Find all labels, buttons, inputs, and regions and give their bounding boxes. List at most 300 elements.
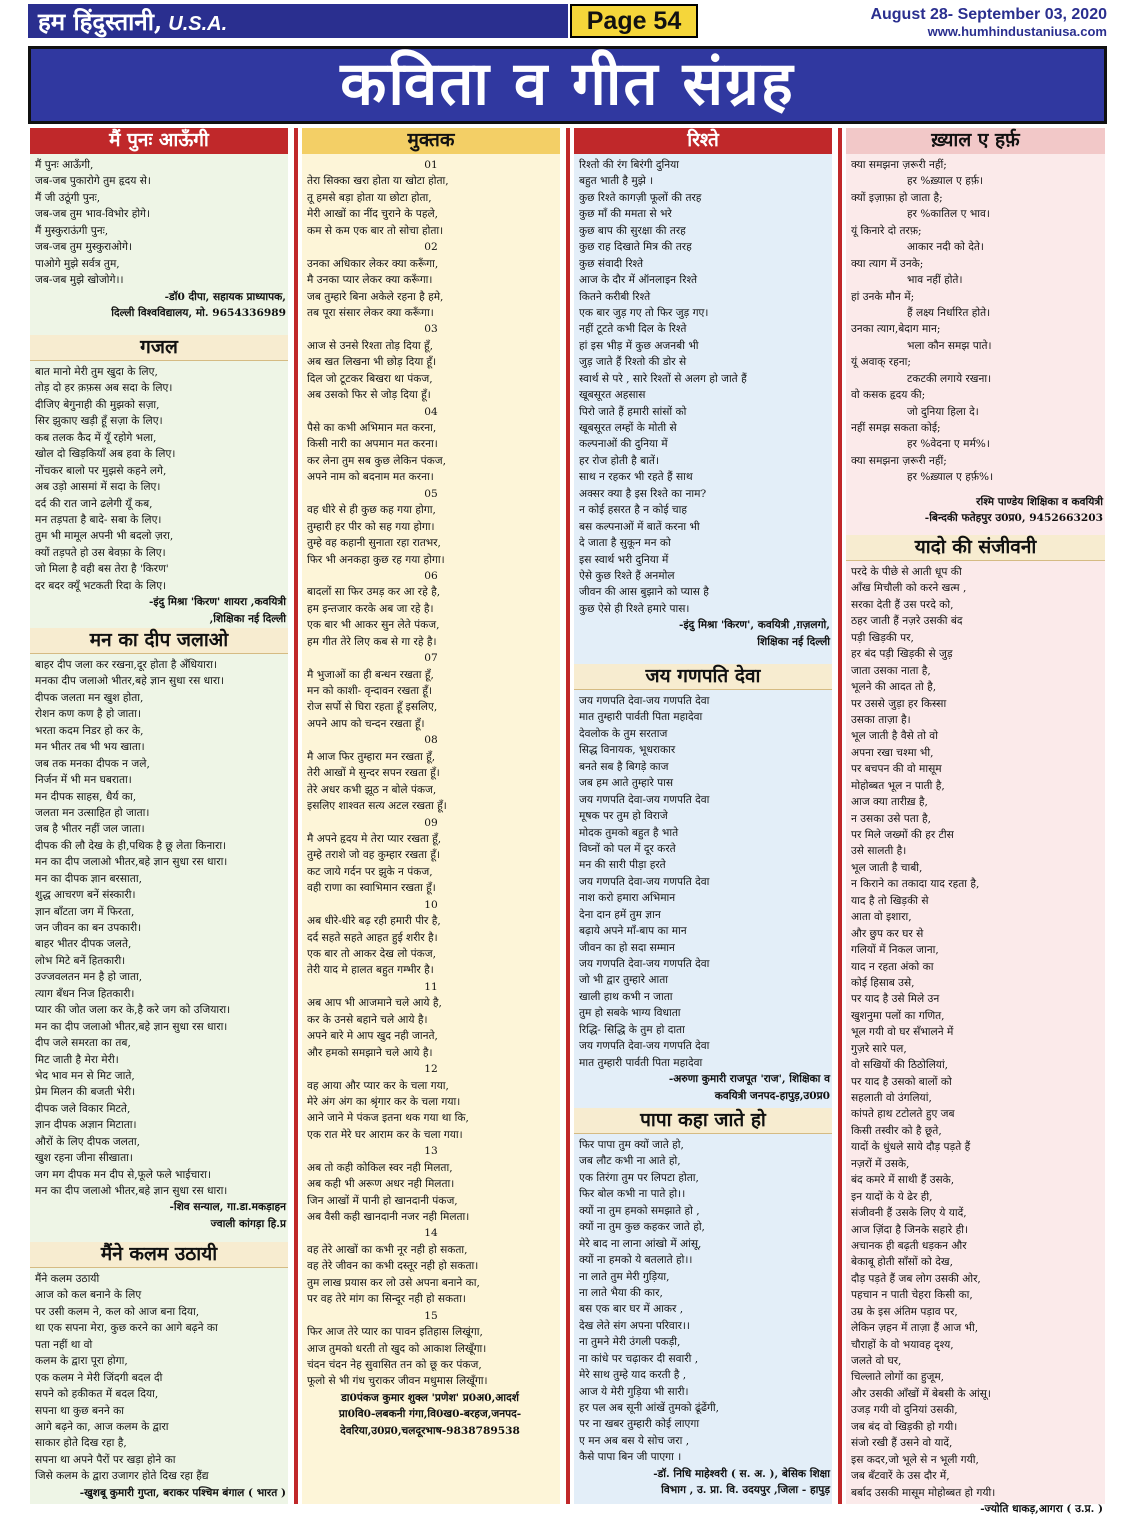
- poem-line: बात मानो मेरी तुम खुदा के लिए,: [35, 366, 158, 378]
- poem-line: क्यों इज़ाफ़ा हो जाता है;: [851, 191, 943, 204]
- stanza-number: 09: [424, 816, 438, 829]
- poem-line: आज तुमको धरती तो खुद को आकाश लिखूँगा।: [307, 1342, 487, 1355]
- poem-line: अब वैसी कही खानदानी नजर नही मिलता।: [307, 1211, 470, 1223]
- poem-line: पाओगे मुझे सर्वत्र तुम,: [35, 257, 120, 270]
- poem-line: संजीवनी हैं उसके लिए ये यादें,: [851, 1207, 967, 1220]
- poem-line: क्यों तड़पते हो उस बेवफ़ा के लिए।: [35, 546, 166, 559]
- stanza-number: 01: [424, 159, 438, 171]
- poem-line: अक्सर क्या है इस रिश्ते का नाम?: [579, 487, 707, 500]
- poem-line: अचानक ही बढ़ती धड़कन और: [851, 1239, 967, 1252]
- poem-line: प्यार की जोत जला कर के,है करे जग को उजियारा।: [35, 1004, 231, 1017]
- poem-line: न कोई हसरत है न कोई चाह: [579, 504, 688, 517]
- poem-line: इन यादों के ये ढेर ही,: [851, 1190, 933, 1203]
- poem-line: मै उनका प्यार लेकर क्या करूँगा।: [307, 274, 433, 287]
- page-number-badge: Page 54: [570, 4, 698, 38]
- poem-line: हर %ख़्याल ए हर्फ़।: [907, 175, 984, 188]
- poem-line: क्यों ना तुम हमको समझाते हो ,: [579, 1204, 700, 1217]
- stanza-number: 14: [424, 1227, 438, 1240]
- poem-line: औरों के लिए दीपक जलता,: [35, 1135, 141, 1148]
- poem-line: मन दीपक साहस, धैर्य का,: [35, 790, 137, 803]
- poem-author: [846, 494, 1105, 527]
- poem-line: बहुत भाती है मुझे ।: [579, 175, 654, 188]
- poem-line: जन जीवन का बन उपकारी।: [35, 922, 142, 934]
- issue-date-range: August 28- September 03, 2020: [870, 6, 1107, 23]
- poem-line: हां इस भीड़ में कुछ अजनबी भी: [579, 339, 699, 352]
- poem-line: तेरी आखों मे सुन्दर सपन रखता हूँ।: [307, 767, 440, 780]
- poem-body: [30, 1268, 288, 1485]
- author-line: डा0पंकज कुमार शुक्ल 'प्रणेश' प्र0अ0,आदर्श: [341, 1391, 519, 1404]
- poem-line: कट जाये गर्दन पर झुके न पंकज,: [307, 865, 433, 878]
- poem-line: वही राणा का स्वाभिमान रखता हूँ।: [307, 882, 436, 895]
- poem-line: दर्द सहते सहते आहत हुई शरीर है।: [307, 931, 438, 944]
- poem-line: अपने बारे मे आप खुद नही जानते,: [307, 1030, 438, 1043]
- poem-line: बस एक बार घर में आकर ,: [579, 1303, 684, 1316]
- poem-yaado-ki-sanjeevani: [846, 535, 1105, 1517]
- poem-man-ka-deep-jalao: [30, 628, 288, 1232]
- poem-line: रिद्धि- सिद्धि के तुम हो दाता: [579, 1023, 685, 1036]
- poem-line: पर याद है उसको बालों को: [851, 1075, 952, 1088]
- poem-line: सपना था अपने पैरों पर खड़ा होने का: [35, 1453, 176, 1466]
- author-line: -ज्योति धाकड़,आगरा ( उ.प्र. ): [980, 1502, 1103, 1515]
- poem-line: था एक सपना मेरा, कुछ करने का आगे बढ़ने का: [35, 1322, 218, 1335]
- poem-line: उज्जवलतन मन है हो जाता,: [35, 971, 143, 984]
- poem-line: दर्द की रात जाने ढलेगी यूँ कब,: [35, 497, 153, 510]
- poem-line: इस कदर,जो भूले से न भूली गयी,: [851, 1453, 979, 1466]
- poem-line: ना लाते तुम मेरी गुड़िया,: [579, 1270, 670, 1283]
- poem-line: प्रेम मिलन की बजती भेरी।: [35, 1086, 136, 1099]
- poem-line: किसी तस्वीर को है छूते,: [851, 1124, 942, 1137]
- poem-line: मन का दीपक ज्ञान बरसाता,: [35, 872, 142, 885]
- author-line: दिल्ली विश्वविद्यालय, मो. 9654336989: [111, 306, 286, 319]
- website-link[interactable]: www.humhindustaniusa.com: [927, 24, 1107, 39]
- poem-line: पर ना खबर तुम्हारी कोई लाएगा: [579, 1418, 700, 1431]
- poem-line: भेद भाव मन से मिट जाते,: [35, 1069, 135, 1082]
- poem-line: भूल गयी वो घर सँभालने में: [851, 1026, 954, 1039]
- poem-line: जब-जब तुम भाव-विभोर होगे।: [35, 208, 151, 221]
- poem-line: टकटकी लगाये रखना।: [907, 372, 992, 385]
- poem-line: जाता उसका नाता है,: [851, 664, 931, 677]
- poem-line: तेरे अधर कभी झूठ न बोले पंकज,: [307, 783, 437, 796]
- poem-line: गलियों में निकल जाना,: [851, 944, 939, 957]
- poem-line: फिर बोल कभी ना पाते हो।।: [579, 1188, 686, 1201]
- poem-line: पैसे का कभी अभिमान मत करना,: [307, 422, 437, 434]
- poem-author: [30, 594, 288, 627]
- poem-line: हां उनके मौन में;: [851, 290, 915, 303]
- poem-body: [30, 154, 288, 289]
- poem-line: अब आप भी आजमाने चले आये है,: [307, 997, 442, 1010]
- poem-line: दीपक की लौ देख के ही,पथिक है छू लेता किनारा।: [35, 839, 227, 852]
- poem-line: बर्बाद उसकी मासूम मोहोब्बत हो गयी।: [851, 1486, 996, 1499]
- poem-line: तुम्हे वह कहानी सुनाता रहा रातभर,: [307, 537, 441, 550]
- poem-line: और उसकी आँखों में बेबसी के आंसू।: [851, 1387, 991, 1400]
- stanza-number: 15: [424, 1309, 438, 1322]
- poem-body: [574, 690, 832, 1071]
- stanza-number: 08: [424, 734, 438, 747]
- poem-line: न किराने का तकादा याद रहता है,: [851, 878, 980, 891]
- poem-line: मन को काशी- वृन्दावन रखता हूँ।: [307, 685, 433, 697]
- author-line: कवयित्री जनपद-हापुड़,उ0प्र0: [714, 1089, 830, 1102]
- author-line: ,शिक्षिका नई दिल्ली: [209, 612, 286, 625]
- poem-line: अब खत लिखना भी छोड़ दिया हूँ।: [307, 356, 437, 369]
- poem-line: क्यों ना तुम कुछ कहकर जाते हो,: [579, 1221, 705, 1234]
- poem-line: जिन आखों में पानी हो खानदानी पंकज,: [307, 1194, 458, 1207]
- poem-line: कांपते हाथ टटोलते हुए जब: [851, 1108, 955, 1121]
- poem-line: पर मिले जख्मों की हर टीस: [851, 829, 954, 841]
- poem-line: मन का दीप जलाओ भीतर,बहे ज्ञान सुधा रस धारा।: [35, 1020, 228, 1033]
- poem-title: पापा कहा जाते हो: [574, 1108, 832, 1134]
- poem-line: मेरे साथ तुम्हे याद करती है ,: [579, 1369, 687, 1382]
- muktak-stanzas: [302, 154, 560, 1390]
- poem-line: अब उसको फिर से जोड़ दिया हूँ।: [307, 389, 431, 402]
- poem-line: देना दान हमें तुम ज्ञान: [579, 908, 661, 921]
- poem-body: [846, 154, 1105, 486]
- poem-line: निर्जन में भी मन घबराता।: [35, 774, 132, 787]
- poem-line: दे जाता है सुकून मन को: [579, 537, 671, 550]
- poem-line: जय गणपति देवा-जय गणपति देवा: [579, 793, 710, 806]
- poem-line: नोंचकर बालो पर मुझसे कहने लगे,: [35, 464, 167, 477]
- poem-line: तेरा सिक्का खरा होता या खोटा होता,: [307, 175, 449, 188]
- poem-line: खूबसूरत अहसास: [579, 389, 646, 402]
- poem-line: अब धीरे-धीरे बढ़ रही हमारी पीर है,: [307, 915, 441, 928]
- poem-line: मैंने कलम उठायी: [35, 1273, 100, 1285]
- author-line: ज्वाली कांगड़ा हि.प्र: [210, 1217, 286, 1230]
- author-line: -शिव सन्याल, गा.डा.मकड़ाहन: [169, 1201, 286, 1214]
- poem-main-punah-aaungi: [30, 128, 288, 321]
- poem-line: भला कौन समझ पाते।: [907, 339, 992, 352]
- poem-line: परदे के पीछे से आती धूप की: [851, 566, 962, 578]
- poem-line: भाव नहीं होते।: [907, 274, 963, 287]
- stanza-number: 06: [424, 569, 438, 582]
- poem-line: जिसे कलम के द्वारा उजागर होते दिख रहा हैंद्य: [35, 1470, 209, 1483]
- poem-line: शुद्ध आचरण बनें संस्कारी।: [35, 889, 136, 902]
- poem-line: उम्र के इस अंतिम पड़ाव पर,: [851, 1305, 958, 1318]
- poem-line: कुछ राह दिखाते मित्र की तरह: [579, 241, 692, 254]
- poem-line: पड़ी खिड़की पर,: [851, 631, 914, 644]
- author-line: -इंदु मिश्रा 'किरण' शायरा ,कवयित्री: [148, 596, 286, 609]
- poem-line: जय गणपति देवा-जय गणपति देवा: [579, 1040, 710, 1053]
- masthead: [28, 4, 568, 38]
- poem-line: आकार नदी को देते।: [907, 241, 984, 254]
- poem-line: कितने करीबी रिश्ते: [579, 290, 651, 303]
- author-line: देवरिया,उ0प्र0,चलदूरभाष-9838789538: [340, 1424, 520, 1437]
- poem-line: मूषक पर तुम हो विराजे: [579, 810, 668, 823]
- poem-line: हर %कातिल ए भाव।: [907, 208, 990, 221]
- poem-line: मैं जी उठूंगी पुनः,: [35, 191, 101, 204]
- poem-line: मै अपने हृदय मे तेरा प्यार रखता हूँ,: [307, 832, 442, 845]
- poem-line: तेरी याद मे हालत बहुत गम्भीर है।: [307, 964, 434, 977]
- column-2: [302, 128, 560, 1504]
- poem-title: मैं पुनः आऊँगी: [30, 128, 288, 154]
- poem-line: कुछ ऐसे ही रिश्ते हमारे पास।: [579, 602, 690, 615]
- poem-author: [574, 1071, 832, 1104]
- poem-line: हम गीत तेरे लिए कब से गा रहे है।: [307, 635, 437, 648]
- poem-line: आगे बढ़ने का, आज कलम के द्वारा: [35, 1420, 169, 1433]
- poem-line: एक बार भी आकर सुन लेते पंकज,: [307, 619, 440, 632]
- poem-line: ए मन अब बस ये सोच जरा ,: [579, 1434, 690, 1447]
- poem-line: उसे सालती है।: [851, 845, 907, 858]
- author-line: रश्मि पाण्डेय शिक्षिका व कवयित्री: [976, 495, 1103, 508]
- poem-line: चौराहों के वो भयावह दृश्य,: [851, 1338, 954, 1351]
- poem-line: अब उड़ो आसमां में सदा के लिए।: [35, 481, 161, 494]
- poem-line: पर याद है उसे मिले उन: [851, 993, 940, 1006]
- poem-line: दीपक जले विकार मिटते,: [35, 1102, 131, 1115]
- poem-line: जब तक मनका दीपक न जले,: [35, 757, 150, 770]
- poem-line: जब-जब पुकारोगे तुम हृदय से।: [35, 175, 151, 188]
- poem-line: कब तलक कैद में यूँ रहोगे भला,: [35, 431, 157, 444]
- poem-line: नज़रों में उसके,: [851, 1157, 910, 1170]
- poem-line: इस स्वार्थ भरी दुनिया में: [579, 553, 669, 566]
- poem-line: क्या त्याग में उनके;: [851, 257, 924, 270]
- poem-line: कल्पनाओं की दुनिया में: [579, 438, 668, 451]
- poem-line: खूबसूरत लम्हों के मोती से: [579, 422, 677, 434]
- author-line: -डॉ. निधि माहेश्वरी ( स. अ. ), बेसिक शिक्षा: [653, 1467, 830, 1480]
- poem-line: भूलने की आदत तो है,: [851, 681, 937, 694]
- poem-body: [30, 654, 288, 1199]
- poem-line: पर वह तेरे मांग का सिन्दूर नही हो सकता।: [307, 1293, 466, 1306]
- poem-line: तुम हो सबके भाग्य विधाता: [579, 1007, 681, 1020]
- poem-line: क्या समझना ज़रूरी नहीं;: [851, 159, 947, 171]
- poem-line: ऐसे कुछ रिश्ते हैं अनमोल: [579, 569, 675, 582]
- poem-line: जय गणपति देवा-जय गणपति देवा: [579, 958, 710, 970]
- poem-title: मुक्तक: [302, 128, 560, 154]
- poem-line: आता वो इशारा,: [851, 911, 912, 924]
- poem-line: ज्ञान दीपक अज्ञान मिटाता।: [35, 1119, 137, 1132]
- poem-line: दीप जले समरता का तब,: [35, 1037, 131, 1050]
- poem-line: जग मग दीपक मन दीप से,फूले फले भाईचारा।: [35, 1168, 212, 1181]
- poem-line: मेरे बाद ना लाना आंखो में आंसू,: [579, 1237, 702, 1250]
- stanza-number: 10: [424, 898, 438, 911]
- poem-line: कुछ बाप की सुरक्षा की तरह: [579, 224, 686, 237]
- poem-line: मिट जाती है मेरा मेरी।: [35, 1053, 119, 1066]
- poem-line: आज को कल बनाने के लिए: [35, 1289, 142, 1302]
- poem-line: अपने आप को चन्दन रखता हूँ।: [307, 717, 425, 730]
- poem-line: कर लेना तुम सब कुछ लेकिन पंकज,: [307, 454, 446, 467]
- poem-line: अपना रखा चश्मा भी,: [851, 746, 934, 759]
- spacer: [846, 486, 1105, 494]
- poem-author: [574, 1466, 832, 1499]
- stanza-number: 11: [424, 980, 438, 993]
- poem-line: एक बार तो आकर देख लो पंकज,: [307, 948, 437, 960]
- poem-line: याद है तो खिड़की से: [851, 894, 929, 907]
- poem-line: तुम्हे तराशे जो वह कुम्हार रखता हूँ।: [307, 849, 440, 862]
- poem-line: एक बार जुड़ गए तो फिर जुड़ गए।: [579, 306, 709, 319]
- poem-line: खाली हाथ कभी न जाता: [579, 990, 673, 1003]
- poem-line: मैं पुनः आऊँगी,: [35, 159, 94, 171]
- poem-line: पर उससे जुड़ा हर किस्सा: [851, 697, 947, 710]
- poem-line: न उसका उसे पता है,: [851, 812, 931, 825]
- poem-khayal-e-harf: [846, 128, 1105, 527]
- poem-line: बस कल्पनाओं में बातें करना भी: [579, 520, 700, 533]
- column-divider: [566, 128, 570, 1504]
- poem-line: कलम के द्वारा पूरा होगा,: [35, 1355, 128, 1368]
- author-line: शिक्षिका नई दिल्ली: [757, 635, 830, 648]
- poem-line: साथ न रहकर भी रहते हैं साथ: [579, 471, 693, 484]
- poem-line: फिर आज तेरे प्यार का पावन इतिहास लिखूंगा,: [307, 1326, 483, 1339]
- poem-line: चंदन चंदन नेह सुवासित तन को छू कर पंकज,: [307, 1358, 482, 1371]
- poem-line: बाहर भीतर दीपक जलते,: [35, 938, 132, 951]
- poem-title: यादो की संजीवनी: [846, 535, 1105, 561]
- poem-line: मन की सारी पीड़ा हरते: [579, 859, 666, 872]
- poem-line: कम से कम एक बार तो सोचा होता।: [307, 224, 444, 237]
- poem-line: जीवन की आस बुझाने को प्यास है: [579, 586, 709, 599]
- poem-line: खुश रहना जीना सीखाता।: [35, 1152, 133, 1165]
- poem-line: जीवन का हो सदा सम्मान: [579, 941, 675, 954]
- poem-line: जब-जब तुम मुस्कुराओगे।: [35, 241, 132, 254]
- poem-line: जो भी द्वार तुम्हारे आता: [579, 974, 668, 987]
- poem-line: मात तुम्हारी पार्वती पिता महादेवा: [579, 1056, 703, 1069]
- poem-line: और छुप कर घर से: [851, 927, 924, 940]
- poem-title: मैंने कलम उठायी: [30, 1242, 288, 1268]
- poem-line: मै भुजाओं का ही बन्धन रखता हूँ,: [307, 668, 434, 681]
- author-line: -इंदु मिश्रा 'किरण', कवयित्री ,ग़ज़लगो,: [679, 619, 830, 632]
- poem-line: विघ्नों को पल में दूर करते: [579, 842, 676, 855]
- poem-line: जब है भीतर नहीं जल जाता।: [35, 823, 145, 836]
- poem-line: फिर भी अनकहा कुछ रह गया होगा।: [307, 553, 445, 566]
- poem-line: पर उसी कलम ने, कल को आज बना दिया,: [35, 1305, 200, 1318]
- poem-line: यूं किनारे दो तरफ़;: [851, 224, 922, 237]
- poem-line: मै आज फिर तुम्हारा मन रखता हूँ,: [307, 750, 436, 763]
- author-line: -बिन्दकी फतेहपुर उ0प्र0, 9452663203: [924, 512, 1103, 525]
- column-divider: [838, 128, 842, 1504]
- poem-line: जुड़ जाते हैं रिश्तो की डोर से: [579, 356, 687, 369]
- poem-line: आज क्या तारीख़ है,: [851, 796, 928, 809]
- poem-line: त्याग बँधन निज हितकारी।: [35, 987, 135, 1000]
- poem-line: वह धीरे से ही कुछ कह गया होगा,: [307, 504, 436, 517]
- issue-info: [870, 6, 1107, 39]
- poem-jay-ganpati-deva: [574, 664, 832, 1104]
- column-divider: [294, 128, 298, 1504]
- poem-line: अपने नाम को बदनाम मत करना।: [307, 471, 434, 484]
- poem-line: आने जाने मे पंकज इतना थक गया था कि,: [307, 1112, 469, 1125]
- poem-muktak: [302, 128, 560, 1439]
- poem-line: संजो रखी हैं उसने वो यादें,: [851, 1437, 953, 1450]
- poem-line: बनते सब है बिगड़े काज: [579, 760, 669, 773]
- poem-line: ठहर जाती हैं नज़रे उसकी बंद: [851, 615, 963, 628]
- poem-line: मन का दीप जलाओ भीतर,बहे ज्ञान सुधा रस धारा।: [35, 1185, 228, 1197]
- poem-line: सिर झुकाए खड़ी हूँ सज़ा के लिए।: [35, 415, 163, 428]
- poem-line: क्या समझना ज़रूरी नहीं;: [851, 454, 947, 467]
- poem-line: तुम भी मामूल अपनी भी बदलो ज़रा,: [35, 530, 174, 543]
- poem-line: पता नहीं था वो: [35, 1338, 93, 1351]
- poem-line: वह आया और प्यार कर के चला गया,: [307, 1079, 449, 1092]
- poem-line: दीजिए बेगुनाही की मुझको सज़ा,: [35, 398, 160, 411]
- poem-line: यादों के धुंधले साये दौड़ पड़ते हैं: [851, 1141, 971, 1154]
- poem-line: नहीं टूटते कभी दिल के रिश्ते: [579, 323, 687, 336]
- poem-line: कुछ माँ की ममता से भरे: [579, 208, 672, 221]
- poem-author: [846, 1501, 1105, 1517]
- poem-line: जलता मन उत्साहित हो जाता।: [35, 806, 150, 819]
- poem-line: मेरे अंग अंग का श्रृंगार कर के चला गया।: [307, 1095, 461, 1108]
- poem-line: जब बंद वो खिड़की हो गयी।: [851, 1420, 958, 1433]
- poem-line: एक रात मेरे घर आराम कर के चला गया।: [307, 1128, 463, 1141]
- poem-line: और हमको समझाने चले आये है।: [307, 1046, 433, 1059]
- poem-line: कर के उनसे बहाने चले आये है।: [307, 1013, 428, 1026]
- column-3: [574, 128, 832, 1504]
- masthead-region: U.S.A.: [168, 13, 228, 35]
- poem-line: मन का दीप जलाओ भीतर,बहे ज्ञान सुधा रस धारा।: [35, 856, 228, 869]
- poem-line: इसलिए शाश्वत सत्य अटल रखता हूँ।: [307, 800, 447, 813]
- poem-line: जय गणपति देवा-जय गणपति देवा: [579, 875, 710, 888]
- poem-line: ना लाते भैया की कार,: [579, 1286, 663, 1299]
- stanza-number: 13: [424, 1145, 438, 1158]
- poem-title: मन का दीप जलाओ: [30, 628, 288, 654]
- poem-line: जब तुम्हारे बिना अकेले रहना है हमे,: [307, 290, 444, 303]
- poem-line: फिर पापा तुम क्यों जाते हो,: [579, 1139, 684, 1151]
- poem-line: बेकाबू होती साँसों को देख,: [851, 1256, 953, 1269]
- poem-line: हर %वेदना ए मर्म%।: [907, 438, 990, 451]
- poem-line: हर पल अब सूनी आंखें तुमको ढूंढेंगी,: [579, 1402, 720, 1414]
- poem-line: एक तिरंगा तुम पर लिपटा होता,: [579, 1171, 699, 1184]
- poem-papa-kaha-jaate-ho: [574, 1108, 832, 1499]
- poem-line: आज के दौर में ऑनलाइन रिश्ते: [579, 274, 698, 287]
- poem-line: क्यों ना हमको ये बतलाते हो।।: [579, 1254, 693, 1267]
- poem-line: याद न रहता अंको का: [851, 960, 934, 973]
- poem-line: ना तुमने मेरी उंगली पकड़ी,: [579, 1336, 681, 1349]
- poem-line: कुछ रिश्ते कागज़ी फूलों की तरह: [579, 191, 702, 204]
- poem-body: [574, 154, 832, 617]
- stanza-number: 04: [424, 405, 438, 418]
- poem-line: हर रोज होती है बातें।: [579, 454, 659, 467]
- poem-line: हर बंद पड़ी खिड़की से जुड़: [851, 648, 953, 661]
- poem-line: वो कसक हृदय की;: [851, 389, 926, 402]
- poem-line: जो मिला है वही बस तेरा है 'किरण': [35, 563, 169, 576]
- poem-line: किसी नारी का अपमान मत करना।: [307, 438, 438, 451]
- poem-line: एक कलम ने मेरी जिंदगी बदल दी: [35, 1371, 163, 1384]
- poem-author: [302, 1390, 560, 1439]
- poem-author: [30, 289, 288, 322]
- poem-line: कुछ संवादी रिश्ते: [579, 257, 644, 270]
- poem-body: [846, 561, 1105, 1501]
- poem-line: फूलो से भी गंध चुराकर जीवन मधुमास लिखूँगा।: [307, 1375, 488, 1388]
- poem-line: खोल दो खिड़कियाँ अब हवा के लिए।: [35, 448, 176, 461]
- poem-line: रोज सर्पो से घिरा रहता हूँ इसलिए,: [307, 701, 438, 714]
- poem-line: दौड़ पड़ते हैं जब लोग उसकी ओर,: [851, 1272, 981, 1285]
- poem-line: चिल्लाते लोगों का हुजूम,: [851, 1371, 945, 1384]
- poem-body: [30, 361, 288, 594]
- poem-line: हम इन्तजार करके अब जा रहे है।: [307, 602, 434, 615]
- stanza-number: 03: [424, 323, 438, 336]
- poem-line: ना कांधे पर चढ़ाकर दी सवारी ,: [579, 1352, 699, 1365]
- poem-line: उनका त्याग,बेदाग मान;: [851, 323, 941, 336]
- author-line: -अरुणा कुमारी राजपूत 'राज', शिक्षिका व: [668, 1073, 830, 1086]
- poem-line: हैं लक्ष्य निर्धारित होते।: [907, 306, 991, 319]
- author-line: प्रा0वि0-लबकनी गंगा,वि0ख0-बरहज,जनपद-: [338, 1408, 522, 1421]
- poem-line: मन तड़पता है बादे- सबा के लिए।: [35, 513, 162, 526]
- poem-body: [574, 1134, 832, 1466]
- poem-line: बाहर दीप जला कर रखना,दूर होता है अँधियारा।: [35, 659, 218, 671]
- poem-line: वो सखियों की ठिठोलियां,: [851, 1059, 949, 1072]
- poem-line: साकार होते दिख रहा है,: [35, 1437, 127, 1450]
- poem-line: जब बँटवारें के उस दौर में,: [851, 1470, 950, 1483]
- poem-line: रिश्तो की रंग बिरंगी दुनिया: [579, 159, 679, 171]
- author-line: विभाग , उ. प्रा. वि. उदयपुर ,जिला - हापुड़: [661, 1484, 830, 1497]
- poem-line: बादलों सा फिर उमड़ कर आ रहे है,: [307, 586, 441, 599]
- poem-line: मेरी आखों का नींद चुराने के पहले,: [307, 208, 438, 221]
- stanza-number: 02: [424, 241, 438, 254]
- poem-line: जब-जब मुझे खोजोगे।।: [35, 274, 124, 287]
- poem-line: पहचान न पाती चेहरा किसी का,: [851, 1289, 973, 1302]
- poem-line: पर बचपन की वो मासूम: [851, 763, 942, 776]
- poem-line: नहीं समझ सकता कोई;: [851, 422, 941, 434]
- poem-line: सपने को हकीकत में बदल दिया,: [35, 1388, 159, 1401]
- poem-line: बंद कमरे में साथी हैं उसके,: [851, 1174, 955, 1187]
- poem-line: वह तेरे जीवन का कभी दस्तूर नही हो सकता।: [307, 1260, 479, 1273]
- poem-line: सरका देती हैं उस परदे को,: [851, 598, 954, 611]
- poem-line: सिद्ध विनायक, भूधराकार: [579, 744, 676, 757]
- poem-line: खुशनुमा पलों का गणित,: [851, 1009, 945, 1022]
- section-banner: कविता व गीत संग्रह: [28, 46, 1107, 124]
- poem-gajal: [30, 335, 288, 627]
